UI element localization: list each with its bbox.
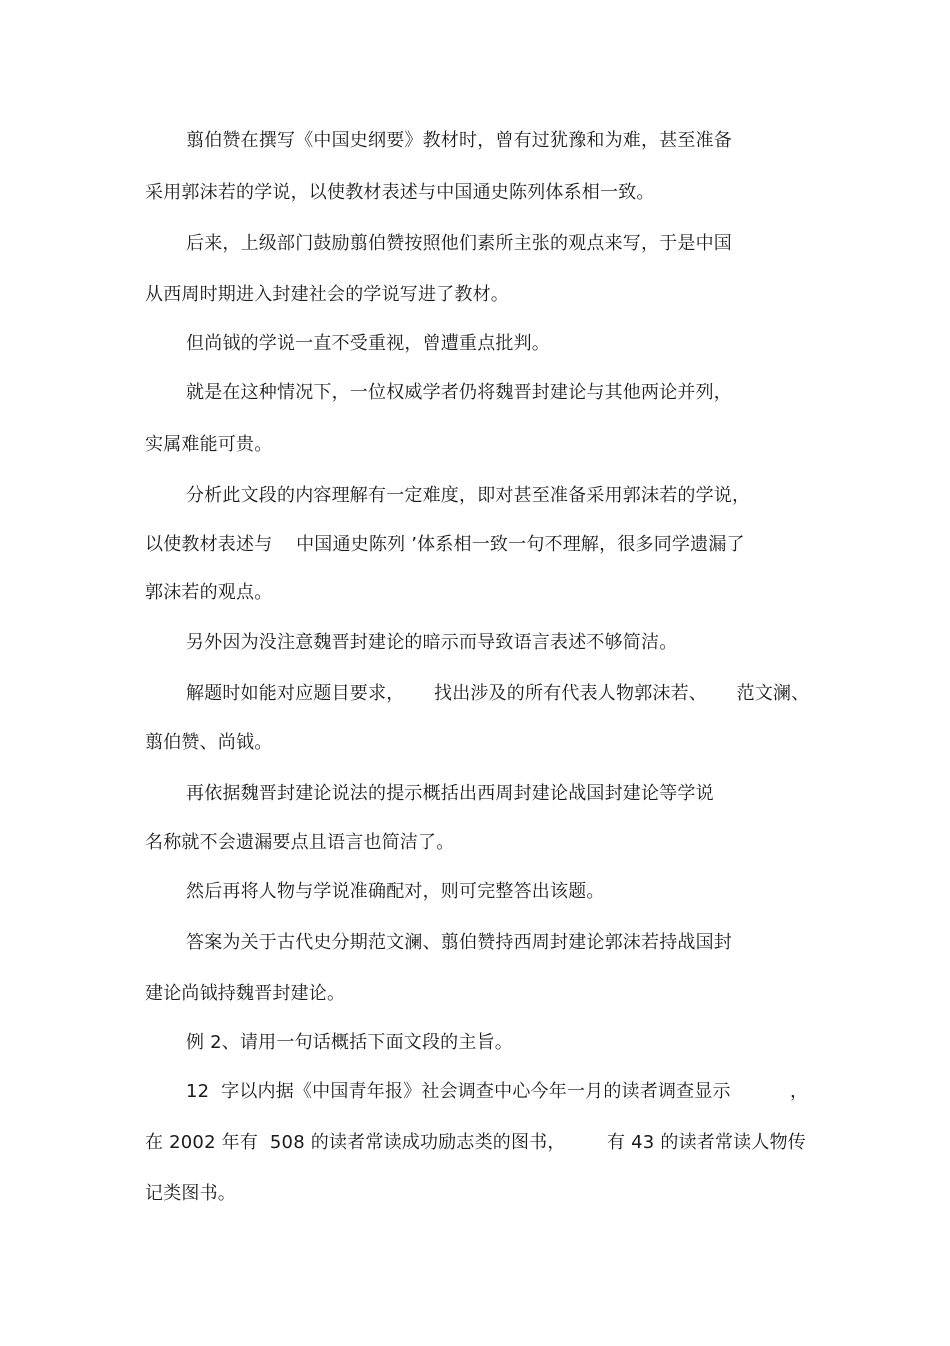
text-line: 12 字以内据《中国青年报》社会调查中心今年一月的读者调查显示 ， — [186, 1081, 809, 1102]
text-line: 就是在这种情况下，一位权威学者仍将魏晋封建论与其他两论并列， — [186, 382, 732, 403]
text-line: 分析此文段的内容理解有一定难度，即对甚至准备采用郭沫若的学说， — [186, 485, 751, 506]
text-line: 建论尚钺持魏晋封建论。 — [145, 983, 346, 1004]
text-line: 郭沫若的观点。 — [145, 582, 273, 603]
text-line: 翦伯赞、尚钺。 — [145, 732, 273, 753]
text-line: 答案为关于古代史分期范文澜、翦伯赞持西周封建论郭沫若持战国封 — [186, 932, 732, 953]
text-line: 另外因为没注意魏晋封建论的暗示而导致语言表述不够简洁。 — [186, 632, 678, 653]
text-line: 记类图书。 — [145, 1183, 236, 1204]
text-line: 翦伯赞在撰写《中国史纲要》教材时，曾有过犹豫和为难，甚至准备 — [186, 130, 732, 151]
text-line: 从西周时期进入封建社会的学说写进了教材。 — [145, 284, 509, 305]
text-line: 但尚钺的学说一直不受重视，曾遭重点批判。 — [186, 333, 550, 354]
text-line: 实属难能可贵。 — [145, 434, 273, 455]
text-line: 采用郭沫若的学说，以使教材表述与中国通史陈列体系相一致。 — [145, 182, 655, 203]
text-line: 解题时如能对应题目要求， 找出涉及的所有代表人物郭沫若、 范文澜、 — [186, 683, 810, 704]
text-line: 再依据魏晋封建论说法的提示概括出西周封建论战国封建论等学说 — [186, 783, 714, 804]
text-line: 在 2002 年有 508 的读者常读成功励志类的图书， 有 43 的读者常读人物传 — [145, 1132, 806, 1153]
text-line: 以使教材表述与 中国通史陈列 ’体系相一致一句不理解，很多同学遗漏了 — [145, 534, 745, 555]
text-line: 名称就不会遗漏要点且语言也简洁了。 — [145, 832, 455, 853]
text-line: 然后再将人物与学说准确配对，则可完整答出该题。 — [186, 881, 605, 902]
text-line: 后来，上级部门鼓励翦伯赞按照他们素所主张的观点来写，于是中国 — [186, 233, 732, 254]
text-line: 例 2、请用一句话概括下面文段的主旨。 — [186, 1032, 513, 1053]
